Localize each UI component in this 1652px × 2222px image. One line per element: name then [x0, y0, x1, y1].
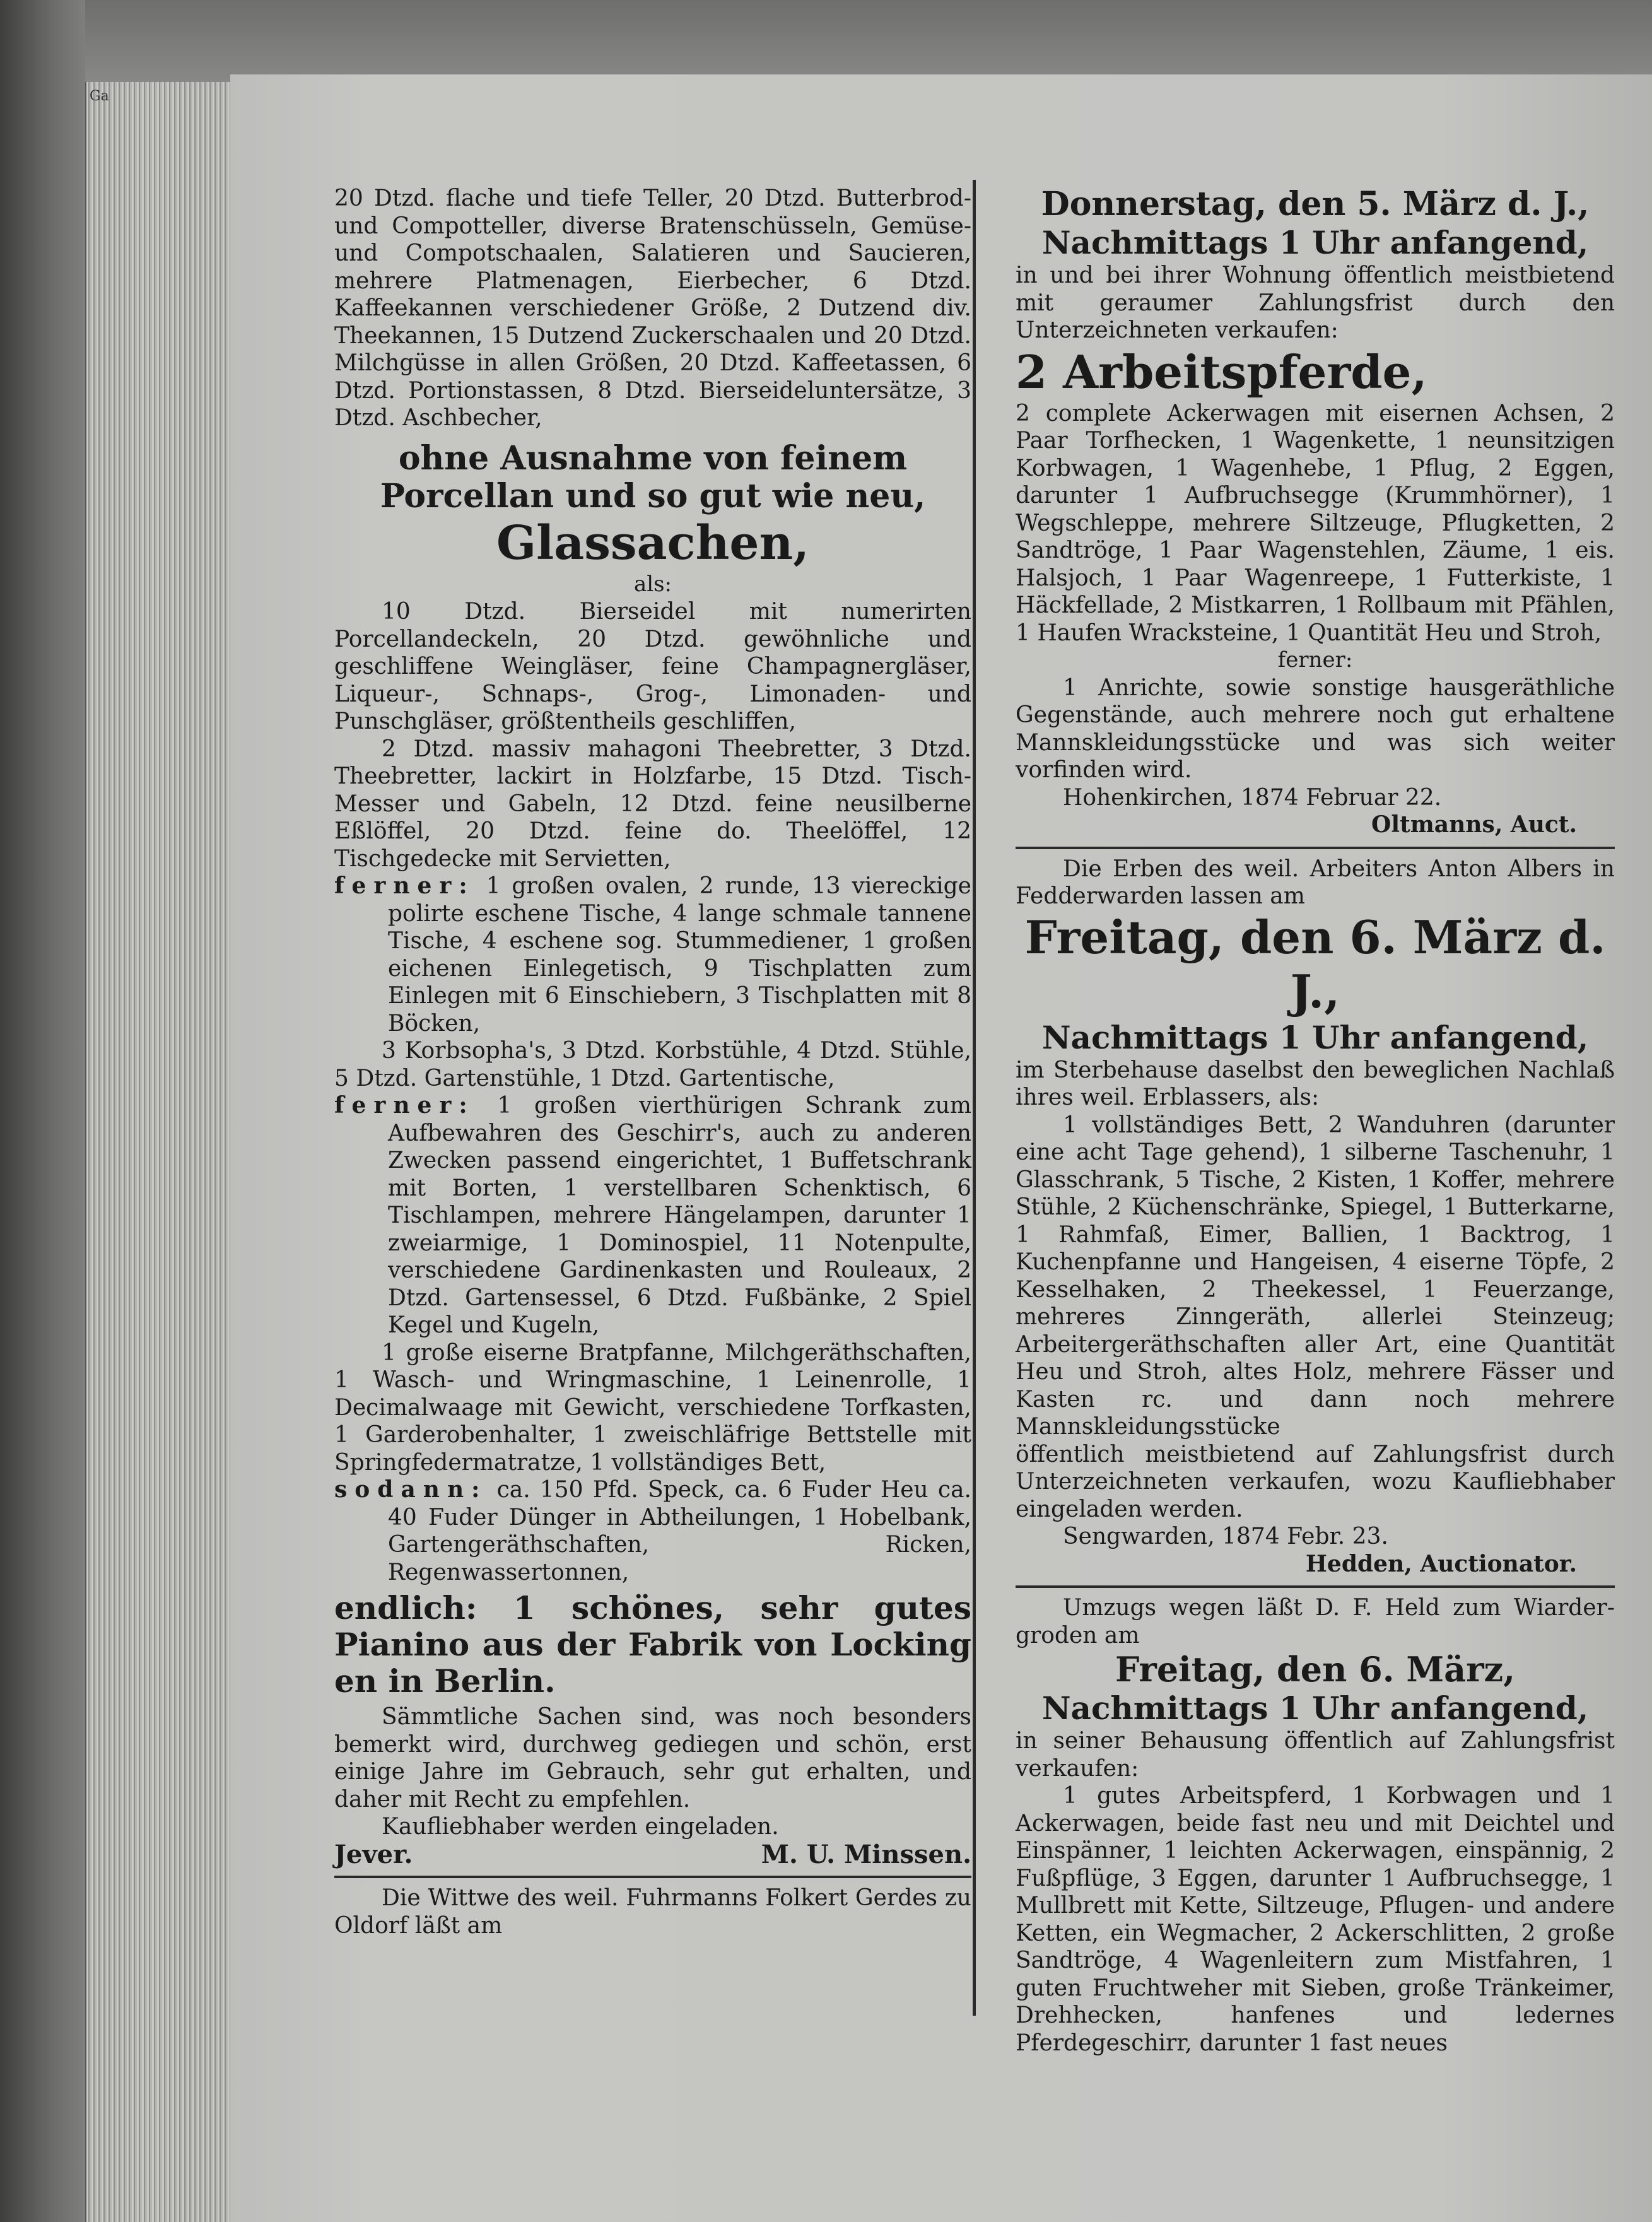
paragraph: 20 Dtzd. flache und tiefe Teller, 20 Dtzd. Butterbrod- und Compotteller, diverse Bratenschüsseln, Gemüse- und Compotschaalen, Salatieren und Saucieren, mehrere Platmenagen, Eierbecher, 6 Dtzd. Kaffeekannen verschiedener Größe, 2 Dutzend div. Theekannen, 15 Dutzend Zuckerschaalen und 20 Dtzd. Milchgüsse in allen Größen, 20 Dtzd. Kaffeetassen, 6 Dtzd. Portionstassen, 8 Dtzd. Bierseideluntersätze, 3 Dtzd. Aschbecher, [334, 185, 971, 431]
paragraph: 10 Dtzd. Bierseidel mit numerirten Porcellandeckeln, 20 Dtzd. gewöhnliche und geschliffene Weingläser, feine Champagnergläser, Liqueur-, Schnaps-, Grog-, Limonaden- und Punschgläser, größtentheils geschliffen, [334, 599, 971, 734]
paragraph: 1 vollständiges Bett, 2 Wanduhren (darunter eine acht Tage gehend), 1 silberne Taschenuhr, 1 Glasschrank, 5 Tische, 2 Kisten, 1 Koffer, mehrere Stühle, 2 Küchenschränke, Spiegel, 1 Butterkarne, 1 Rahmfaß, Eimer, Ballien, 1 Backtrog, 1 Kuchenpfanne und Hangeisen, 4 eiserne Töpfe, 2 Kesselhaken, 2 Theekessel, 1 Feuerzange, mehreres Zinngeräth, allerlei Steinzeug; Arbeitergeräthschaften aller Art, eine Quantität Heu und Stroh, altes Holz, mehrere Fässer und Kasten rc. und dann noch mehrere Mannskleidungsstücke [1016, 1112, 1615, 1440]
paragraph [334, 873, 971, 1037]
paragraph: im Sterbehause daselbst den beweglichen Nachlaß ihres weil. Erblassers, als: [1016, 1057, 1615, 1110]
signature: Oltmanns, Auct. [1371, 811, 1577, 838]
headline: Donnerstag, den 5. März d. J., [1041, 185, 1590, 223]
paragraph [334, 1092, 971, 1339]
headline: Nachmittags 1 Uhr anfangend, [1041, 1690, 1589, 1727]
paragraph: Die Erben des weil. Arbeiters Anton Albers in Fedderwarden lassen am [1016, 855, 1615, 909]
right-column [1016, 185, 1615, 2057]
paragraph: Die Wittwe des weil. Fuhrmanns Folkert Gerdes zu Oldorf läßt am [334, 1885, 971, 1939]
paragraph: Umzugs wegen läßt D. F. Held zum Wiarder-groden am [1016, 1595, 1615, 1649]
date-line: Sengwarden, 1874 Febr. 23. [1063, 1524, 1388, 1549]
paragraph: 2 Dtzd. massiv mahagoni Theebretter, 3 Dtzd. Theebretter, lackirt in Holzfarbe, 15 Dtzd. Tisch-Messer und Gabeln, 12 Dtzd. feine neusilberne Eßlöffel, 20 Dtzd. feine do. Theelöffel, 12 Tischgedecke mit Servietten, [334, 736, 971, 872]
headline: endlich: 1 schönes, sehr gutes Pianino aus der Fabrik von Locking en in Berlin. [334, 1589, 971, 1700]
separator-rule [1016, 1585, 1615, 1588]
label-als: als: [633, 571, 672, 597]
paragraph [334, 1476, 971, 1586]
paragraph: Sämmtliche Sachen sind, was noch besonders bemerkt wird, durchweg gediegen und schön, erst einige Jahre im Gebrauch, sehr gut erhalten, und daher mit Recht zu empfehlen. [334, 1704, 971, 1813]
spaced-label: ferner: [334, 1092, 475, 1119]
signature-name: M. U. Minssen. [761, 1839, 971, 1869]
signature [334, 1841, 971, 1869]
header-mark: Ga [90, 88, 109, 104]
paragraph-text: 1 großen vierthürigen Schrank zum Aufbewahren des Geschirr's, auch zu anderen Zwecken passend eingerichtet, 1 Buffetschrank mit Borten, 1 verstellbaren Schenktisch, 6 Tischlampen, mehrere Hängelampen, darunter 1 zweiarmige, 1 Dominospiel, 11 Notenpulte, verschiedene Gardinenkasten und Rouleaux, 2 Dtzd. Gartensessel, 6 Dtzd. Fußbänke, 2 Spiel Kegel und Kugeln, [388, 1093, 971, 1338]
left-column [334, 185, 971, 1939]
paragraph: 2 complete Ackerwagen mit eisernen Achsen, 2 Paar Torfhecken, 1 Wagenkette, 1 neunsitzigen Korbwagen, 1 Wagenhebe, 1 Pflug, 2 Eggen, darunter 1 Aufbruchsegge (Krummhörner), 1 Wegschleppe, mehrere Siltzeuge, Pflugketten, 2 Sandtröge, 1 Paar Wagenstehlen, Zäume, 1 eis. Halsjoch, 1 Paar Wagenreepe, 1 Futterkiste, 1 Häckfellade, 2 Mistkarren, 1 Rollbaum mit Pfählen, 1 Haufen Wracksteine, 1 Quantität Heu und Stroh, [1016, 400, 1615, 646]
headline: Nachmittags 1 Uhr anfangend, [1041, 224, 1589, 261]
page-edges [85, 82, 231, 2222]
date-line: Hohenkirchen, 1874 Februar 22. [1063, 784, 1442, 811]
headline: Freitag, den 6. März d. J., [1024, 910, 1606, 1018]
separator-rule [334, 1876, 971, 1878]
spaced-label: sodann: [334, 1476, 488, 1503]
headline: ohne Ausnahme von feinem Porcellan und so gut wie neu, [380, 438, 926, 515]
paragraph: in und bei ihrer Wohnung öffentlich meistbietend mit geraumer Zahlungsfrist durch den Unterzeichneten verkaufen: [1016, 262, 1615, 343]
paragraph: in seiner Behausung öffentlich auf Zahlungsfrist verkaufen: [1016, 1728, 1615, 1782]
paragraph: 1 gutes Arbeitspferd, 1 Korbwagen und 1 Ackerwagen, beide fast neu und mit Deichtel und Einspänner, 1 leichten Ackerwagen, einspännig, 2 Fußpflüge, 3 Eggen, darunter 1 Aufbruchsegge, 1 Mullbrett mit Kette, Siltzeuge, Pflugen- und andere Ketten, ein Wegmacher, 2 Ackerschlitten, 2 große Sandtröge, 4 Wagenleitern zum Mistfahren, 1 guten Fruchtweher mit Sieben, große Tränkeimer, Drehhecken, hanfenes und ledernes Pferdegeschirr, darunter 1 fast neues [1016, 1783, 1615, 2056]
label-ferner: ferner: [1277, 647, 1353, 673]
column-divider [973, 180, 976, 2016]
spaced-label: ferner: [334, 873, 475, 899]
headline: Glassachen, [496, 515, 810, 570]
headline: Nachmittags 1 Uhr anfangend, [1041, 1018, 1589, 1056]
signature: Hedden, Auctionator. [1305, 1550, 1577, 1577]
paragraph-text: ca. 150 Pfd. Speck, ca. 6 Fuder Heu ca. 40 Fuder Dünger in Abtheilungen, 1 Hobelbank, Gartengeräthschaften, Ricken, Regenwassertonnen, [388, 1477, 971, 1585]
paragraph: 3 Korbsopha's, 3 Dtzd. Korbstühle, 4 Dtzd. Stühle, 5 Dtzd. Gartenstühle, 1 Dtzd. Gartentische, [334, 1038, 971, 1091]
paragraph-text: 1 großen ovalen, 2 runde, 13 viereckige polirte eschene Tische, 4 lange schmale tannene Tische, 4 eschene sog. Stummediener, 1 großen eichenen Einlegetisch, 9 Tischplatten zum Einlegen mit 6 Einschiebern, 3 Tischplatten mit 8 Böcken, [388, 873, 971, 1037]
separator-rule [1016, 847, 1615, 849]
paragraph: öffentlich meistbietend auf Zahlungsfrist durch Unterzeichneten verkaufen, wozu Kaufliebhaber eingeladen werden. [1016, 1441, 1615, 1522]
paragraph: Kaufliebhaber werden eingeladen. [382, 1814, 779, 1840]
headline: Freitag, den 6. März, [1115, 1649, 1516, 1690]
paragraph: 1 Anrichte, sowie sonstige hausgeräthliche Gegenstände, auch mehrere noch gut erhaltene Mannskleidungsstücke und was sich weiter vorfinden wird. [1016, 674, 1615, 783]
headline: 2 Arbeitspferde, [1016, 344, 1427, 399]
book-cover-edge [0, 0, 85, 2222]
signature-place: Jever. [334, 1839, 413, 1869]
paragraph: 1 große eiserne Bratpfanne, Milchgeräthschaften, 1 Wasch- und Wringmaschine, 1 Leinenrolle, 1 Decimalwaage mit Gewicht, verschiedene Torfkasten, 1 Garderobenhalter, 1 zweischläfrige Bettstelle mit Springfedermatratze, 1 vollständiges Bett, [334, 1339, 971, 1476]
